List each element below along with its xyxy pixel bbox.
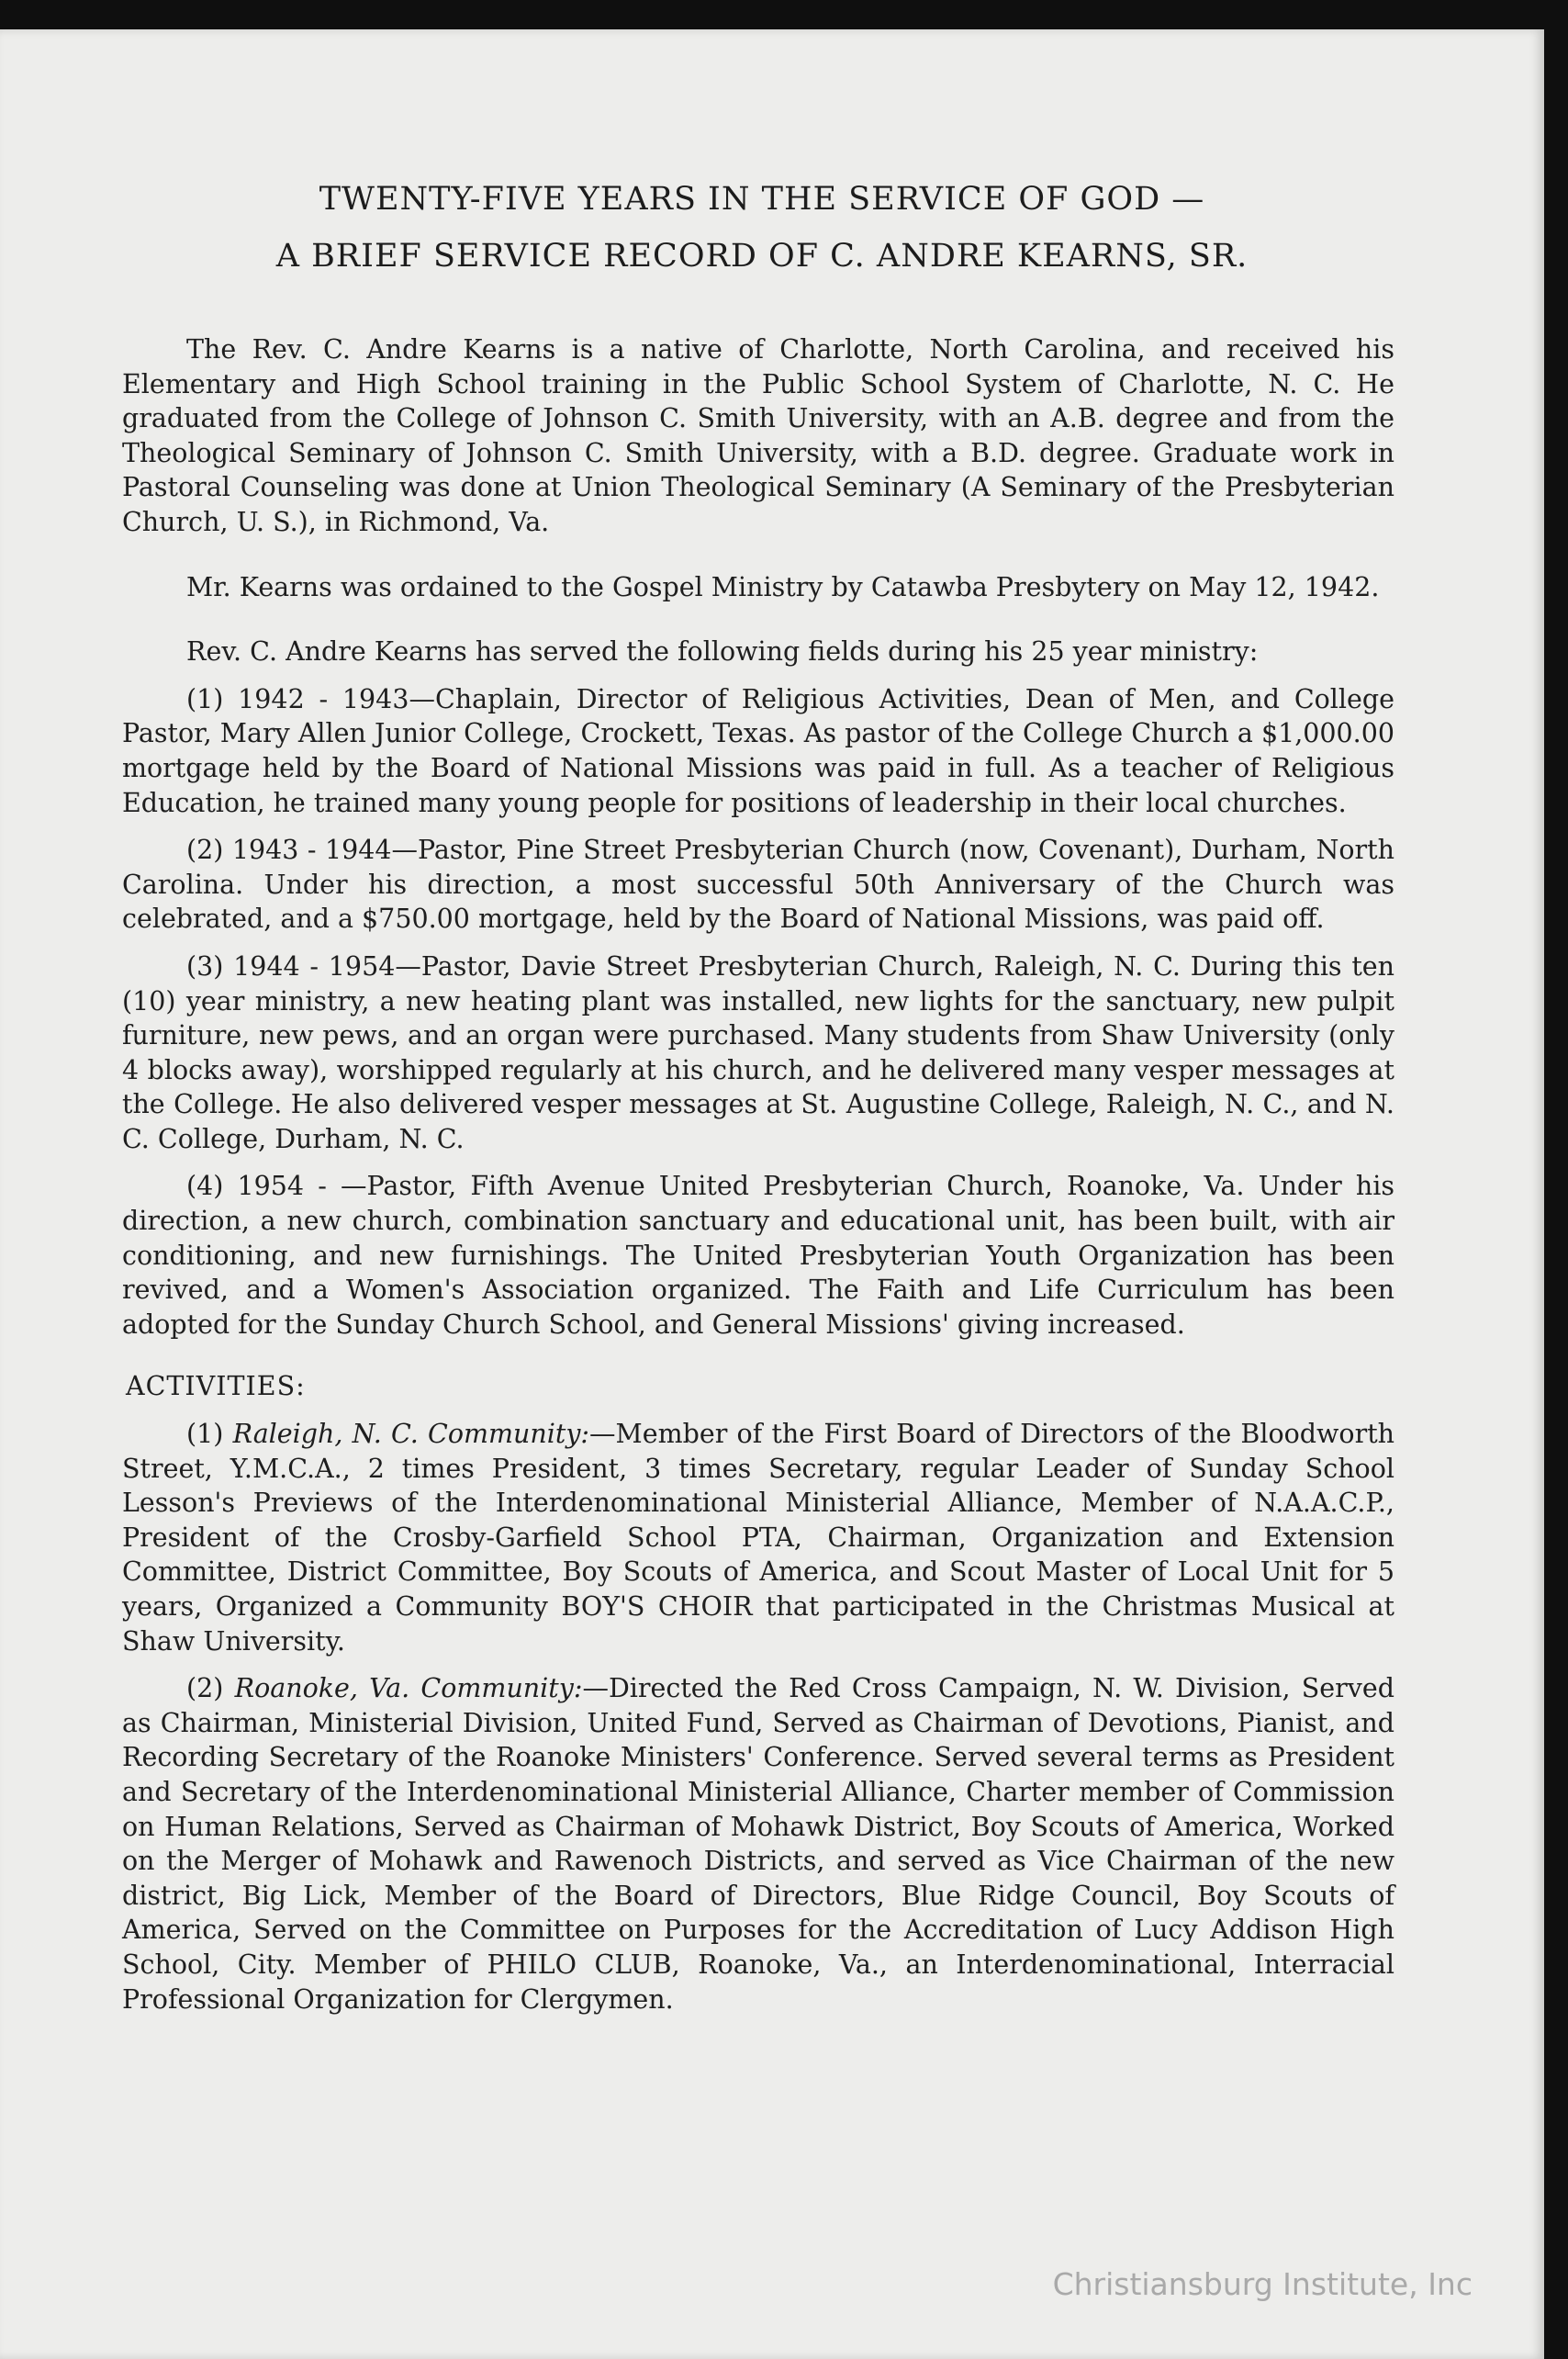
title-line-1: TWENTY-FIVE YEARS IN THE SERVICE OF GOD — — [319, 181, 1205, 218]
field-paragraph-2: (2) 1943 - 1944—Pastor, Pine Street Presbyterian Church (now, Covenant), Durham, North Carolina. Under his direction, a most successful 50th Anniversary of the Church was celebrated, and a $750.00 mortgage, held by the Board of National Missions, was paid off. — [122, 835, 1394, 935]
document-page — [0, 29, 1544, 2359]
activity-paragraph-1 — [122, 1417, 1394, 1658]
activity-number: (1) — [186, 1419, 224, 1450]
activity-place: Raleigh, N. C. Community: — [232, 1419, 590, 1450]
field-paragraph-4: (4) 1954 - —Pastor, Fifth Avenue United Presbyterian Church, Roanoke, Va. Under his direction, a new church, combination sanctuary and educational unit, has been built, with air conditioning, and new furnishings. The United Presbyterian Youth Organization has been revived, and a Women's Association organized. The Faith and Life Curriculum has been adopted for the Sunday Church School, and General Missions' giving increased. — [122, 1171, 1394, 1340]
activities-heading: ACTIVITIES: — [126, 1371, 306, 1402]
watermark-text: Christiansburg Institute, Inc — [1052, 2266, 1473, 2302]
document-body — [122, 332, 1394, 2016]
activity-number: (2) — [186, 1673, 224, 1704]
field-paragraph-1: (1) 1942 - 1943—Chaplain, Director of Religious Activities, Dean of Men, and College Pastor, Mary Allen Junior College, Crockett, Texas. As pastor of the College Church a $1,000.00 mortgage held by the Board of National Missions was paid in full. As a teacher of Religious Education, he trained many young people for positions of leadership in their local churches. — [122, 683, 1394, 818]
activity-place: Roanoke, Va. Community: — [234, 1673, 583, 1704]
activity-paragraph-2 — [122, 1671, 1394, 2016]
field-paragraph-3: (3) 1944 - 1954—Pastor, Davie Street Presbyterian Church, Raleigh, N. C. During this ten (10) year ministry, a new heating plant was installed, new lights for the sanctuary, new pulpit furniture, new pews, and an organ were purchased. Many students from Shaw University (only 4 blocks away), worshipped regularly at his church, and he delivered many vesper messages at the College. He also delivered vesper messages at St. Augustine College, Raleigh, N. C., and N. C. College, Durham, N. C. — [122, 950, 1394, 1154]
activity-text: —Member of the First Board of Directors of the Bloodworth Street, Y.M.C.A., 2 times President, 3 times Secretary, regular Leader of Sunday School Lesson's Previews of the Interdenominational Ministerial Alliance, Member of N.A.A.C.P., President of the Crosby-Garfield School PTA, Chairman, Organization and Extension Committee, District Committee, Boy Scouts of America, and Scout Master of Local Unit for 5 years, Organized a Community BOY'S CHOIR that participated in the Christmas Musical at Shaw University. — [122, 1419, 1395, 1657]
ordination-paragraph: Mr. Kearns was ordained to the Gospel Ministry by Catawba Presbytery on May 12, 1942. — [186, 571, 1380, 602]
intro-paragraph: The Rev. C. Andre Kearns is a native of Charlotte, North Carolina, and received his Elementary and High School training in the Public School System of Charlotte, N. C. He graduated from the College of Johnson C. Smith University, with an A.B. degree and from the Theological Seminary of Johnson C. Smith University, with a B.D. degree. Graduate work in Pastoral Counseling was done at Union Theological Seminary (A Seminary of the Presbyterian Church, U. S.), in Richmond, Va. — [122, 334, 1394, 537]
fields-intro-paragraph: Rev. C. Andre Kearns has served the following fields during his 25 year ministry: — [186, 636, 1259, 668]
activity-text: —Directed the Red Cross Campaign, N. W. Division, Served as Chairman, Ministerial Division, United Fund, Served as Chairman of Devotions, Pianist, and Recording Secretary of the Roanoke Ministers' Conference. Served several terms as President and Secretary of the Interdenominational Ministerial Alliance, Charter member of Commission on Human Relations, Served as Chairman of Mohawk District, Boy Scouts of America, Worked on the Merger of Mohawk and Rawenoch Districts, and served as Vice Chairman of the new district, Big Lick, Member of the Board of Directors, Blue Ridge Council, Boy Scouts of America, Served on the Committee on Purposes for the Accreditation of Lucy Addison High School, City. Member of PHILO CLUB, Roanoke, Va., an Interdenominational, Interracial Professional Organization for Clergymen. — [122, 1673, 1395, 2015]
title-line-2: A BRIEF SERVICE RECORD OF C. ANDRE KEARNS, SR. — [275, 238, 1249, 275]
